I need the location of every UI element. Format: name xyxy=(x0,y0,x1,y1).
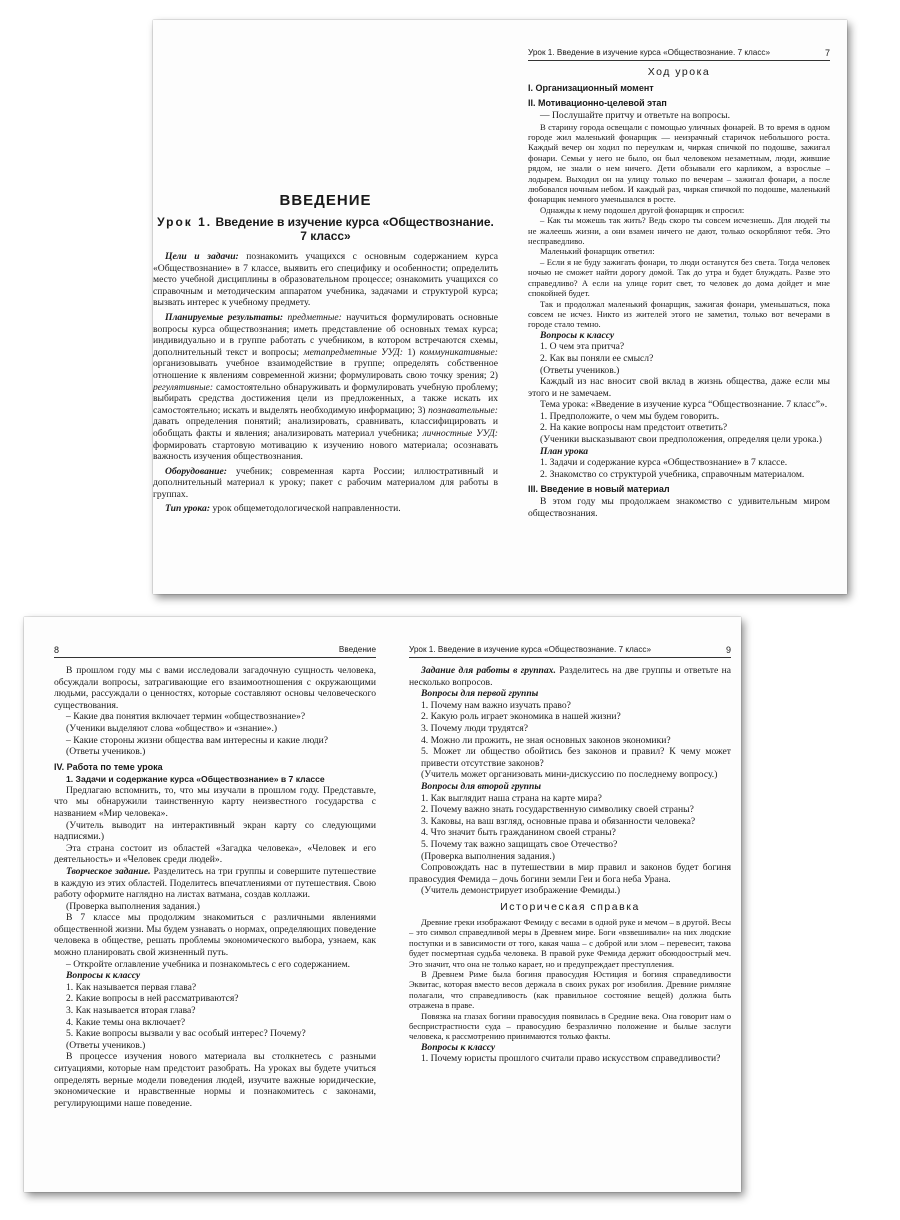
subsection-heading: 1. Задачи и содержание курса «Обществознание» в 7 классе xyxy=(66,773,325,784)
page-7 xyxy=(528,20,830,594)
page-number: 7 xyxy=(824,48,830,58)
page-8 xyxy=(54,617,376,1192)
results-paragraph: Планируемые результаты: предметные: научиться формулировать основные вопросы курса обществознания; иметь представление об основных темах курса; индивидуально и в группе работать с учебником, в котором встречаются схемы, дополнительный текст и вопросы; метапредметные УУД: 1) коммуникативные: организовывать учебное взаимодействие в группе; определять собственное отношение к явлениям современной жизни; формулировать свою точку зрения; 2) регулятивные: самостоятельно обнаруживать и формулировать учебную проблему; выбирать средства достижения цели из предложенных, а также искать их самостоятельно; искать и выделять необходимую информацию; 3) познавательные: давать определения понятий; анализировать, сравнивать, классифицировать и обобщать факты и явления; анализировать материал учебника; личностные УУД: формировать стартовую мотивацию к изучению нового материала; осознавать важность изучения обществознания. xyxy=(153,311,498,463)
group2-label: Вопросы для второй группы xyxy=(421,780,542,792)
lesson-title: Урок 1. Введение в изучение курса «Обществознание. 7 класс» xyxy=(157,215,494,243)
bottom-spread xyxy=(24,617,741,1192)
section-heading: I. Организационный момент xyxy=(528,83,654,93)
plan-label: План урока xyxy=(540,445,589,457)
intro-body xyxy=(153,192,498,515)
lesson-type-paragraph: Тип урока: урок общеметодологической направленности. xyxy=(165,503,401,515)
creative-task: Творческое задание. Разделитесь на три группы и совершите путешествие в каждую из этих областей. Поделитесь впечатлениями от путешествия. Свою работу оформите наглядно на листах ватмана, создав коллажи. xyxy=(54,865,376,901)
page-9-body: Задание для работы в группах. Разделитесь на две группы и ответьте на несколько вопросов. Вопросы для первой группы 1. Почему нам важно изучать право? 2. Какую роль играет экономика в нашей жизни? 3. Почему люди трудятся? 4. Можно ли прожить, не зная основных законов экономики? 5. Может ли общество обойтись без законов и правил? К чему может привести отсутствие законов? (Учитель может организовать мини-дискуссию по последнему вопросу.) Вопросы для второй группы 1. Как выглядит наша страна на карте мира? 2. Почему важно знать государственную символику своей страны? 3. Каковы, на ваш взгляд, основные права и обязанности человека? 4. Что значит быть гражданином своей страны? 5. Почему так важно защищать свое Отечество? (Проверка выполнения задания.) Сопровождать нас в путешествии в мир правил и законов будет богиня правосудия Фемида – дочь богини земли Геи и бога неба Урана. (Учитель демонстрирует изображение Фемиды.) Историческая справка Древние греки изображают Фемиду с весами в одной руке и мечом – в другой. Весы – это символ справедливой меры в Древнем мире. Боги «взвешивали» на них людские поступки и в зависимости от того, какая чаша – с доброй или злом – перевесит, такова будет посмертная судьба человека. В правой руке Фемида держит обоюдоострый меч. Это значит, что она не только карает, но и предупреждает преступления. В Древнем Риме была богиня правосудия Юстиция и богиня справедливости Эквитас, которая вместо весов держала в своих руках рог изобилия. Древние римляне полагали, что справедливость (как правильное состояние вещей) должна быть отражена в праве. Повязка на глазах богини правосудия появилась в Средние века. Она говорит нам о беспристрастности суда – правосудию безразлично положение и былые заслуги человека, к рассмотрению принимаются только факты. Вопросы к классу 1. Почему юристы прошлого считали право искусством справедливости? xyxy=(409,665,731,1065)
section-heading: II. Мотивационно-целевой этап xyxy=(528,98,667,108)
page-number: 8 xyxy=(54,645,60,655)
equipment-paragraph: Оборудование: учебник; современная карта России; иллюстративный и дополнительный материал к уроку; пакет с рабочим материалом для работы в группах. xyxy=(153,465,498,500)
page-number: 9 xyxy=(725,645,731,655)
group1-label: Вопросы для первой группы xyxy=(421,688,539,700)
questions-label: Вопросы к классу xyxy=(66,970,141,982)
page-7-body: Ход урока I. Организационный момент II. Мотивационно-целевой этап — Послушайте притчу и ответьте на вопросы. В старину города освещали с помощью уличных фонарей. В то время в одном городе жил маленький фонарщик — неизрачный старичок небольшого роста. Каждый вечер он ходил по переулкам и, чиркая спичкой по подошве, зажигал фонари. Семьи у него не было, он был человеком незаметным, люди, жившие рядом, не знали о нем ничего. Дети обзывали его карликом, а взрослые – лодырем. Выходил он на улицу только по вечерам – зажигал фонари, а после любовался ночным небом. И каждый раз, чиркая спичкой по подошве, маленький фонарщик немного уменьшался в росте. Однажды к нему подошел другой фонарщик и спросил: – Как ты можешь так жить? Ведь скоро ты совсем исчезнешь. Для людей ты не жалеешь жизни, а они взамен ничего не дают, только оскорбляют тебя. Это несправедливо. Маленький фонарщик ответил: – Если я не буду зажигать фонари, то люди останутся без света. Тогда человек ночью не сможет найти дорогу домой. Так до утра и будет блуждать. Разве это справедливо? А если на улице горит свет, то человек до дома дойдет и мне спокойней будет. Так и продолжал маленький фонарщик, зажигая фонари, уменьшаться, пока совсем не исчез. Никто из жителей этого не заметил, только вот вечерами в городе стало темно. Вопросы к классу 1. О чем эта притча? 2. Как вы поняли ее смысл? (Ответы учеников.) Каждый из нас вносит свой вклад в жизнь общества, даже если мы этого и не замечаем. Тема урока: «Введение в изучение курса “Обществознание. 7 класс”». 1. Предположите, о чем мы будем говорить. 2. На какие вопросы нам предстоит ответить? (Ученики высказывают свои предположения, определяя цели урока.) План урока 1. Задачи и содержание курса «Обществознание» в 7 классе. 2. Знакомство со структурой учебника, справочным материалом. III. Введение в новый материал В этом году мы продолжаем знакомство с удивительным миром обществознания. xyxy=(528,66,830,520)
page-intro xyxy=(153,20,498,594)
page-8-body: В прошлом году мы с вами исследовали загадочную сущность человека, обсуждали вопросы, затрагивающие его взаимоотношения с окружающими людьми, рассуждали о ценностях, которые составляют основы человеческого существования. – Какие два понятия включает термин «обществознание»? (Ученики выделяют слова «общество» и «знание».) – Какие стороны жизни общества вам интересны и какие люди? (Ответы учеников.) IV. Работа по теме урока 1. Задачи и содержание курса «Обществознание» в 7 классе Предлагаю вспомнить, то, что мы изучали в прошлом году. Представьте, что мы обнаружили таинственную карту неизвестного государства с названием «Мир человека». (Учитель выводит на интерактивный экран карту со следующими надписями.) Эта страна состоит из областей «Загадка человека», «Человек и его деятельность» и «Человек среди людей». Творческое задание. Разделитесь на три группы и совершите путешествие в каждую из этих областей. Поделитесь впечатлениями от путешествия. Свою работу оформите наглядно на листах ватмана, создав коллажи. (Проверка выполнения задания.) В 7 классе мы продолжим знакомиться с различными явлениями общественной жизни. Мы будем узнавать о нормах, определяющих поведение человека в обществе, решать проблемы экономического выбора, узнаем, как можно планировать свой жизненный путь. – Откройте оглавление учебника и познакомьтесь с его содержанием. Вопросы к классу 1. Как называется первая глава? 2. Какие вопросы в ней рассматриваются? 3. Как называется вторая глава? 4. Какие темы она включает? 5. Какие вопросы вызвали у вас особый интерес? Почему? (Ответы учеников.) В процессе изучения нового материала вы столкнетесь с разными ситуациями, которые нам предстоит разобрать. На уроках вы будете учиться определять верные модели поведения людей, изучите важные юридические, экономические и нравственные нормы и познакомитесь с законами, регулирующими наше поведение. xyxy=(54,665,376,1109)
historical-note: Древние греки изображают Фемиду с весами в одной руке и мечом – в другой. Весы – это символ справедливой меры в Древнем мире. Боги «взвешивали» на них людские поступки и в зависимости от того, какая чаша – с доброй или злом – перевесит, такова будет посмертная судьба человека. В правой руке Фемида держит обоюдоострый меч. Это значит, что она не только карает, но и предупреждает преступления. В Древнем Риме была богиня правосудия Юстиция и богиня справедливости Эквитас, которая вместо весов держала в своих руках рог изобилия. Древние римляне полагали, что справедливость (как правильное состояние вещей) должна быть отражена в праве. Повязка на глазах богини правосудия появилась в Средние века. Она говорит нам о беспристрастности суда – правосудию безразлично положение и былые заслуги человека, к рассмотрению принимаются только факты. xyxy=(409,916,731,1042)
intro-heading: ВВЕДЕНИЕ xyxy=(279,192,372,209)
historical-note-title: Историческая справка xyxy=(500,900,640,913)
questions-label: Вопросы к классу xyxy=(421,1041,496,1053)
section-title: Ход урока xyxy=(647,66,711,78)
running-header: 8 Введение xyxy=(54,645,376,658)
group-task: Задание для работы в группах. Разделитесь на две группы и ответьте на несколько вопросов. xyxy=(409,665,731,688)
section-heading: III. Введение в новый материал xyxy=(528,484,670,495)
running-header: Урок 1. Введение в изучение курса «Обществознание. 7 класс» 9 xyxy=(409,645,731,658)
page-9 xyxy=(409,617,731,1192)
top-spread xyxy=(153,20,847,594)
section-heading: IV. Работа по теме урока xyxy=(54,761,163,772)
questions-label: Вопросы к классу xyxy=(540,329,615,341)
goals-paragraph: Цели и задачи: познакомить учащихся с основным содержанием курса «Обществознание» в 7 классе, выявить его специфику и особенности; определить место учебной дисциплины в образовательном процессе; ознакомить учащихся со справочным и методическим аппаратом учебника, задачами и структурой курса; вызвать интерес к учебному предмету. xyxy=(153,251,498,309)
running-header: Урок 1. Введение в изучение курса «Обществознание. 7 класс» 7 xyxy=(528,48,830,61)
parable-text: В старину города освещали с помощью уличных фонарей. В то время в одном городе жил маленький фонарщик — неизрачный старичок небольшого роста. Каждый вечер он ходил по переулкам и, чиркая спичкой по подошве, зажигал фонари. Семьи у него не было, он был человеком незаметным, люди, жившие рядом, не знали о нем ничего. Дети обзывали его карликом, а взрослые – лодырем. Выходил он на улицу только по вечерам – зажигал фонари, а после любовался ночным небом. И каждый раз, чиркая спичкой по подошве, маленький фонарщик немного уменьшался в росте. Однажды к нему подошел другой фонарщик и спросил: – Как ты можешь так жить? Ведь скоро ты совсем исчезнешь. Для людей ты не жалеешь жизни, а они взамен ничего не дают, только оскорбляют тебя. Это несправедливо. Маленький фонарщик ответил: – Если я не буду зажигать фонари, то люди останутся без света. Тогда человек ночью не сможет найти дорогу домой. Так до утра и будет блуждать. Разве это справедливо? А если на улице горит свет, то человек до дома дойдет и мне спокойней будет. Так и продолжал маленький фонарщик, зажигая фонари, уменьшаться, пока совсем не исчез. Никто из жителей этого не заметил, только вот вечерами в городе стало темно. xyxy=(528,121,830,330)
